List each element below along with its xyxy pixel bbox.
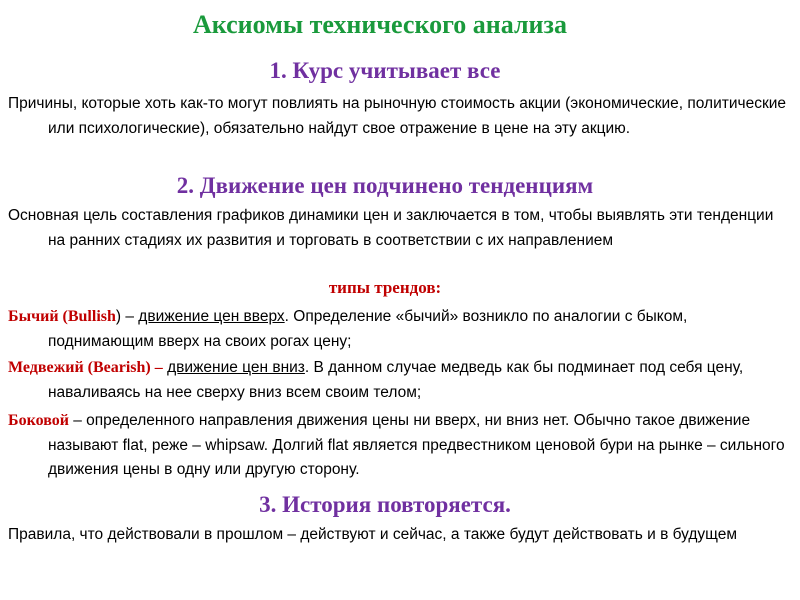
trend-term-bearish: Медвежий (Bearish) – bbox=[8, 359, 163, 376]
trend-item-bullish bbox=[8, 305, 788, 354]
trend-description-bearish: . В данном случае медведь как бы подминает под себя цену, наваливаясь на нее сверху вниз всем своим телом; bbox=[48, 359, 744, 401]
trend-separator-bullish: ) – bbox=[115, 308, 139, 325]
trend-types-heading: типы трендов: bbox=[328, 278, 442, 297]
trend-item-bearish bbox=[8, 356, 788, 405]
section-heading-2: 2. Движение цен подчинено тенденциям bbox=[176, 173, 594, 198]
slide-title: Аксиомы технического анализа bbox=[193, 10, 567, 39]
trend-item-sideways bbox=[8, 409, 788, 483]
section-text-1: Причины, которые хоть как-то могут повлиять на рыночную стоимость акции (экономические, политические или психологические), обязательно найдут свое отражение в цене на эту акцию. bbox=[8, 95, 787, 137]
section-heading-3: 3. История повторяется. bbox=[259, 492, 511, 517]
section-heading-1: 1. Курс учитывает все bbox=[269, 58, 501, 83]
trend-description-bullish: . Определение «бычий» возникло по аналогии с быком, поднимающим вверх на своих рогах цену; bbox=[48, 308, 688, 350]
section-text-2: Основная цель составления графиков динамики цен и заключается в том, чтобы выявлять эти тенденции на ранних стадиях их развития и торговать в соответствии с их направлением bbox=[8, 207, 774, 249]
trend-term-sideways: Боковой bbox=[8, 412, 69, 429]
trend-description-sideways: определенного направления движения цены ни вверх, ни вниз нет. Обычно такое движение называют flat, реже – whipsaw. Долгий flat является предвестником ценовой бури на рынке – сильного движения цены в одну или другую сторону. bbox=[48, 412, 785, 478]
trend-separator-sideways: – bbox=[68, 412, 87, 429]
trend-definition-bearish: движение цен вниз bbox=[167, 359, 305, 376]
section-text-3: Правила, что действовали в прошлом – действуют и сейчас, а также будут действовать и в будущем bbox=[8, 526, 738, 543]
trend-term-bullish: Бычий (Bullish bbox=[8, 308, 116, 325]
trend-definition-bullish: движение цен вверх bbox=[138, 308, 285, 325]
